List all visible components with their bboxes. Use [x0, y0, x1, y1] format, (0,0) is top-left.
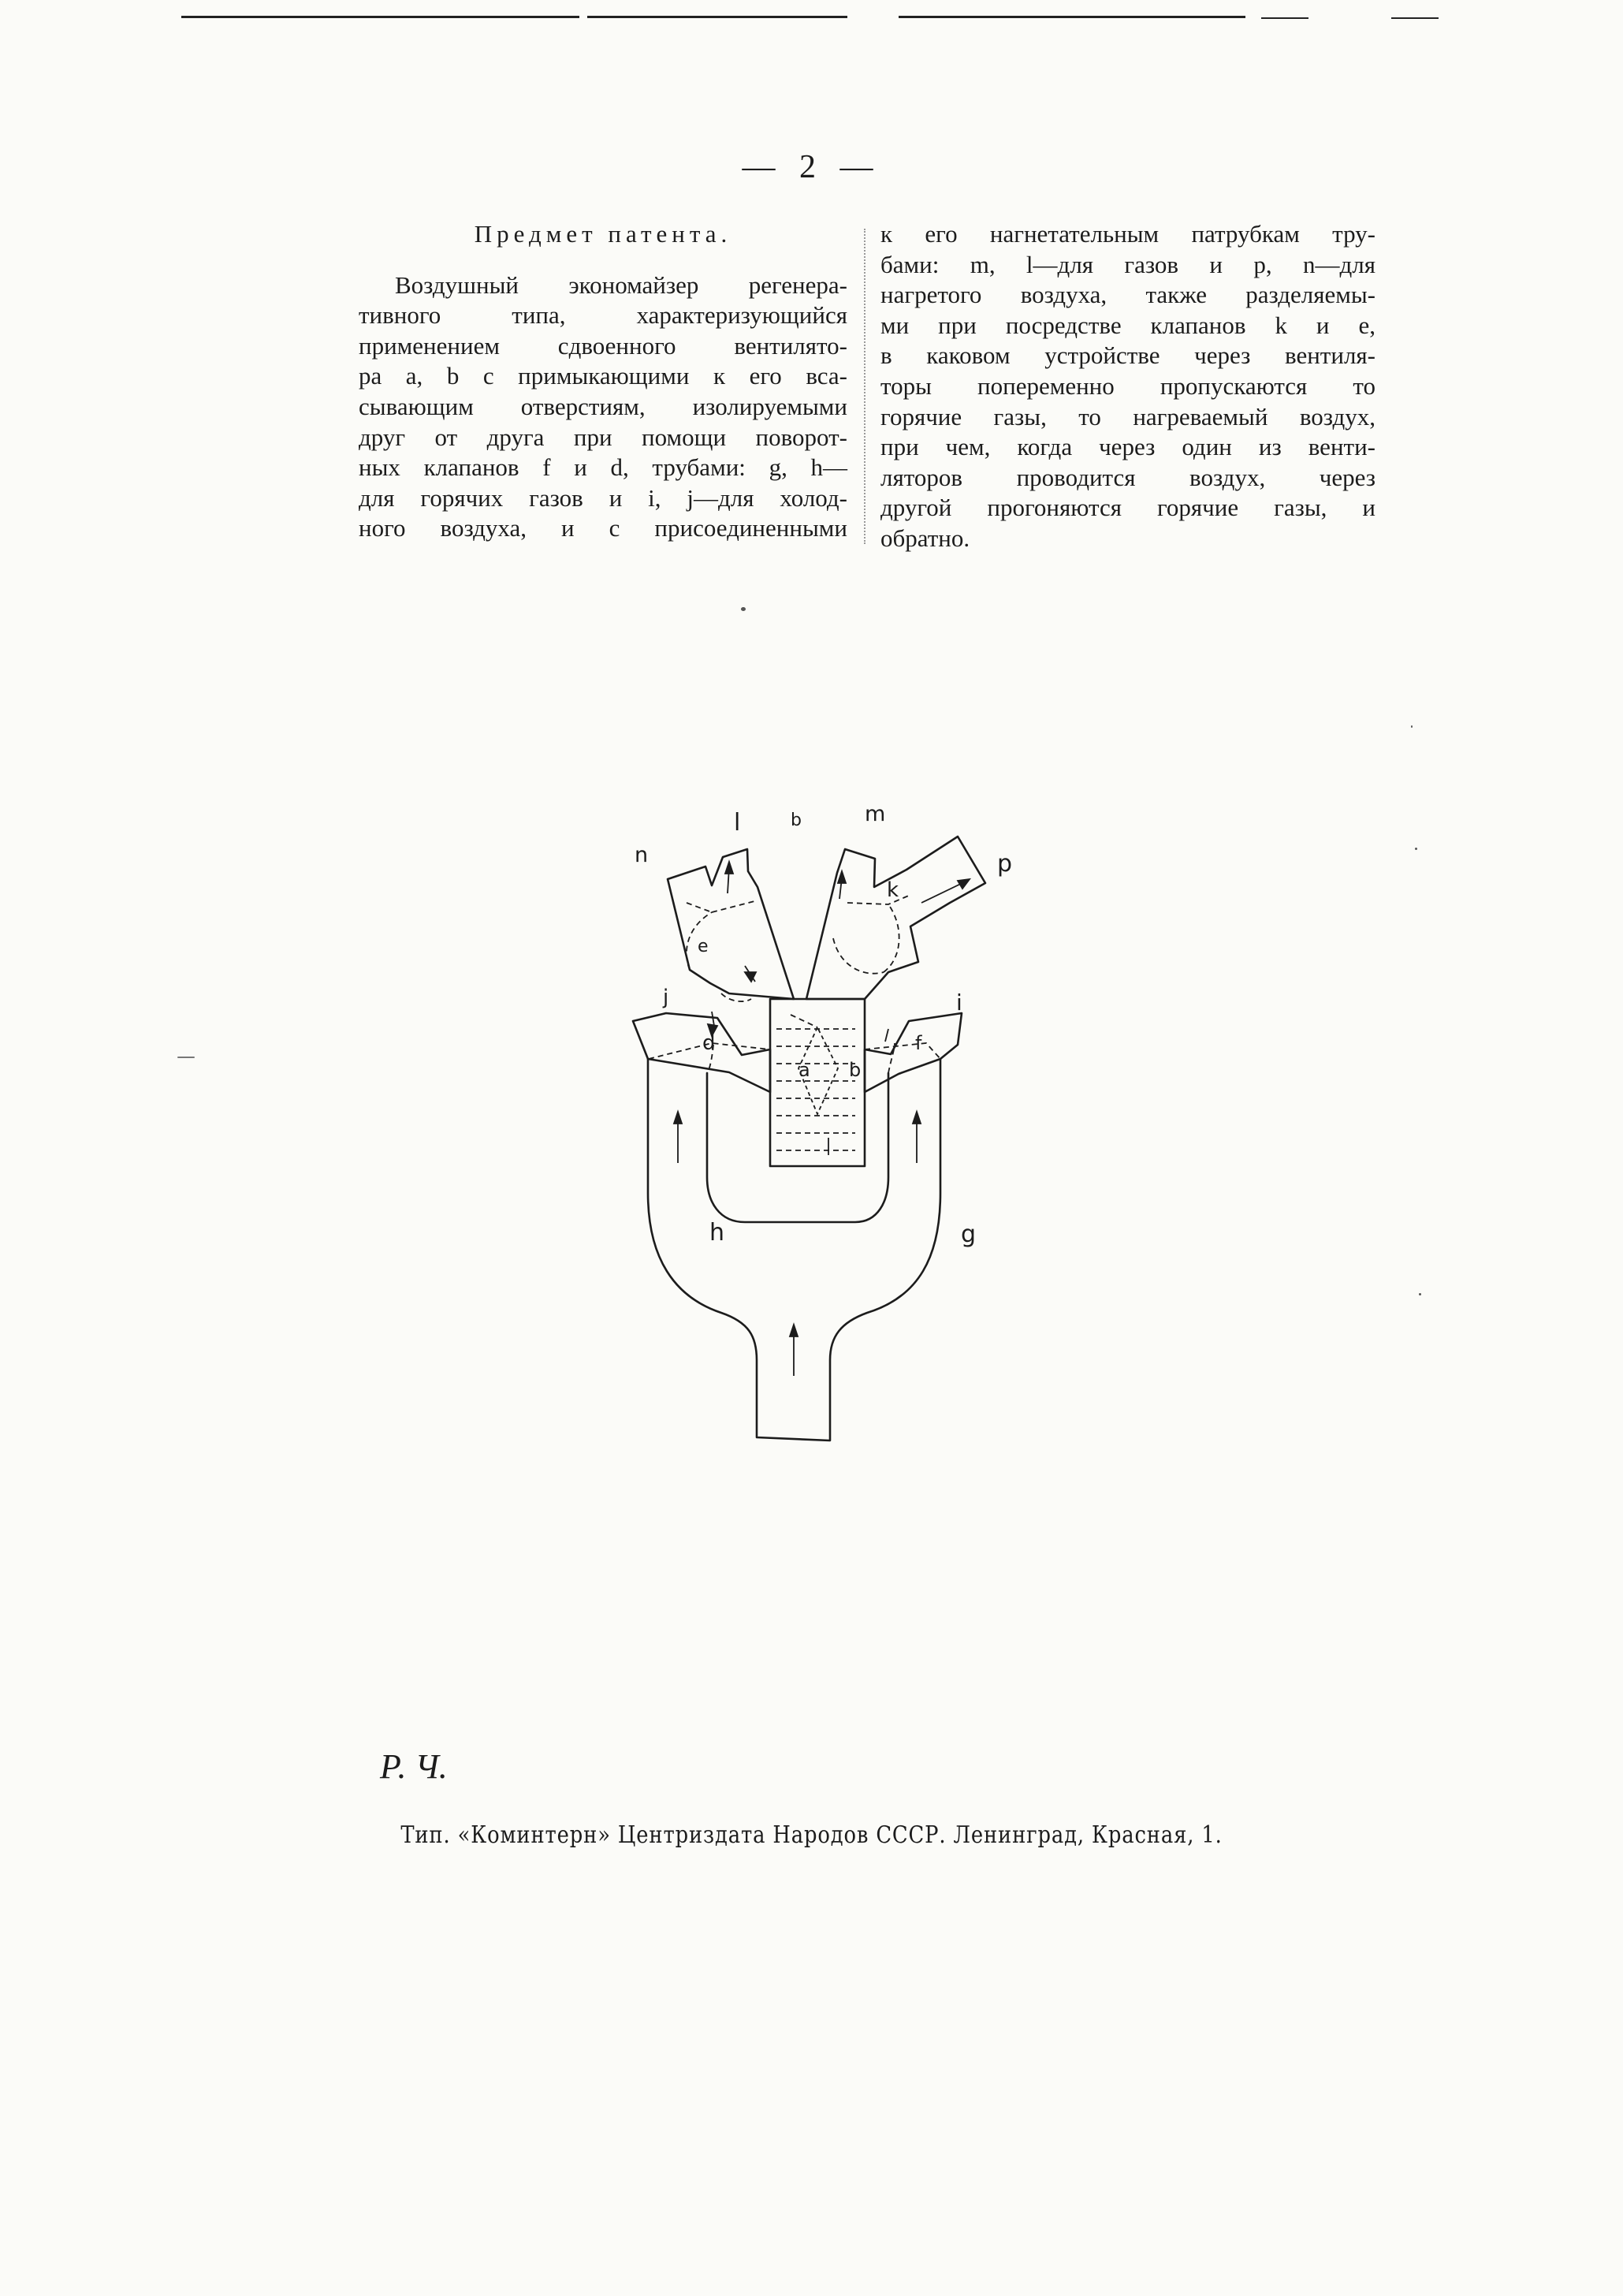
text-line: торы попеременно пропускаются то [880, 371, 1375, 400]
top-rule-1 [181, 16, 579, 18]
text-line: ляторов проводится воздух, через [880, 463, 1375, 491]
text-line: Воздушный экономайзер регенера- [395, 270, 847, 299]
label-m: m [865, 802, 886, 826]
text-line: для горячих газов и i, j—для холод- [359, 483, 847, 512]
text-line: при чем, когда через один из венти- [880, 433, 1375, 461]
label-g: g [961, 1221, 977, 1248]
label-p: p [997, 850, 1013, 878]
text-line: ми при посредстве клапанов k и e, [880, 311, 1375, 339]
cold-air-inlet-j [633, 1013, 770, 1092]
scan-speck [1419, 1293, 1421, 1295]
label-a: a [798, 1059, 810, 1081]
text-line: ного воздуха, и с присоединенными [359, 514, 847, 542]
text-line: в каковом устройстве через вентиля- [880, 341, 1375, 370]
label-b: b [849, 1059, 862, 1081]
text-line: обратно. [880, 524, 970, 552]
text-line: нагретого воздуха, также разделяемы- [880, 281, 1375, 309]
patent-drawing [611, 792, 1147, 1470]
text-line: бами: m, l—для газов и p, n—для [880, 250, 1375, 278]
scan-speck [1415, 848, 1417, 850]
label-i: i [956, 990, 962, 1016]
label-e: e [698, 937, 709, 956]
gas-duct-outline [648, 1059, 940, 1441]
signature: Р. Ч. [380, 1747, 448, 1786]
column-divider [864, 229, 865, 544]
label-j: j [663, 986, 669, 1009]
top-rule-3 [899, 16, 1245, 18]
gas-duct-inner [707, 1073, 888, 1222]
text-line: применением сдвоенного вентилято- [359, 331, 847, 360]
text-line: ра a, b с примыкающими к его вса- [359, 362, 847, 390]
cold-air-inlet-i [865, 1013, 962, 1092]
page-number: — 2 — [742, 149, 881, 185]
label-n: n [635, 843, 649, 867]
text-line: горячие газы, то нагреваемый воздух, [880, 402, 1375, 430]
text-line: тивного типа, характеризующийся [359, 301, 847, 330]
printer-imprint: Тип. «Коминтерн» Центриздата Народов СССР. Ленинград, Красная, 1. [400, 1821, 1223, 1849]
label-f: f [915, 1032, 922, 1054]
left-column [359, 219, 847, 544]
label-k: k [887, 878, 899, 902]
text-line: друг от друга при помощи поворот- [359, 423, 847, 451]
fan-housing [770, 999, 865, 1166]
text-line: сывающим отверстиям, изолируемыми [359, 392, 847, 420]
right-column [880, 219, 1375, 554]
text-line: ных клапанов f и d, трубами: g, h— [359, 453, 847, 482]
label-h: h [709, 1219, 725, 1247]
label-b-top: b [791, 811, 802, 830]
text-line: другой прогоняются горячие газы, и [880, 494, 1375, 522]
scan-speck [1411, 725, 1413, 728]
top-rule-5 [1391, 17, 1439, 19]
scan-speck [741, 607, 746, 611]
scan-speck [177, 1057, 195, 1058]
top-rule-4 [1261, 17, 1308, 19]
label-d: d [702, 1031, 716, 1055]
label-l: l [734, 809, 741, 837]
outlet-duct-n [649, 824, 794, 999]
section-heading: Предмет патента. [474, 220, 732, 248]
top-rule-2 [587, 16, 847, 18]
text-line: к его нагнетательным патрубкам тру- [880, 220, 1375, 248]
